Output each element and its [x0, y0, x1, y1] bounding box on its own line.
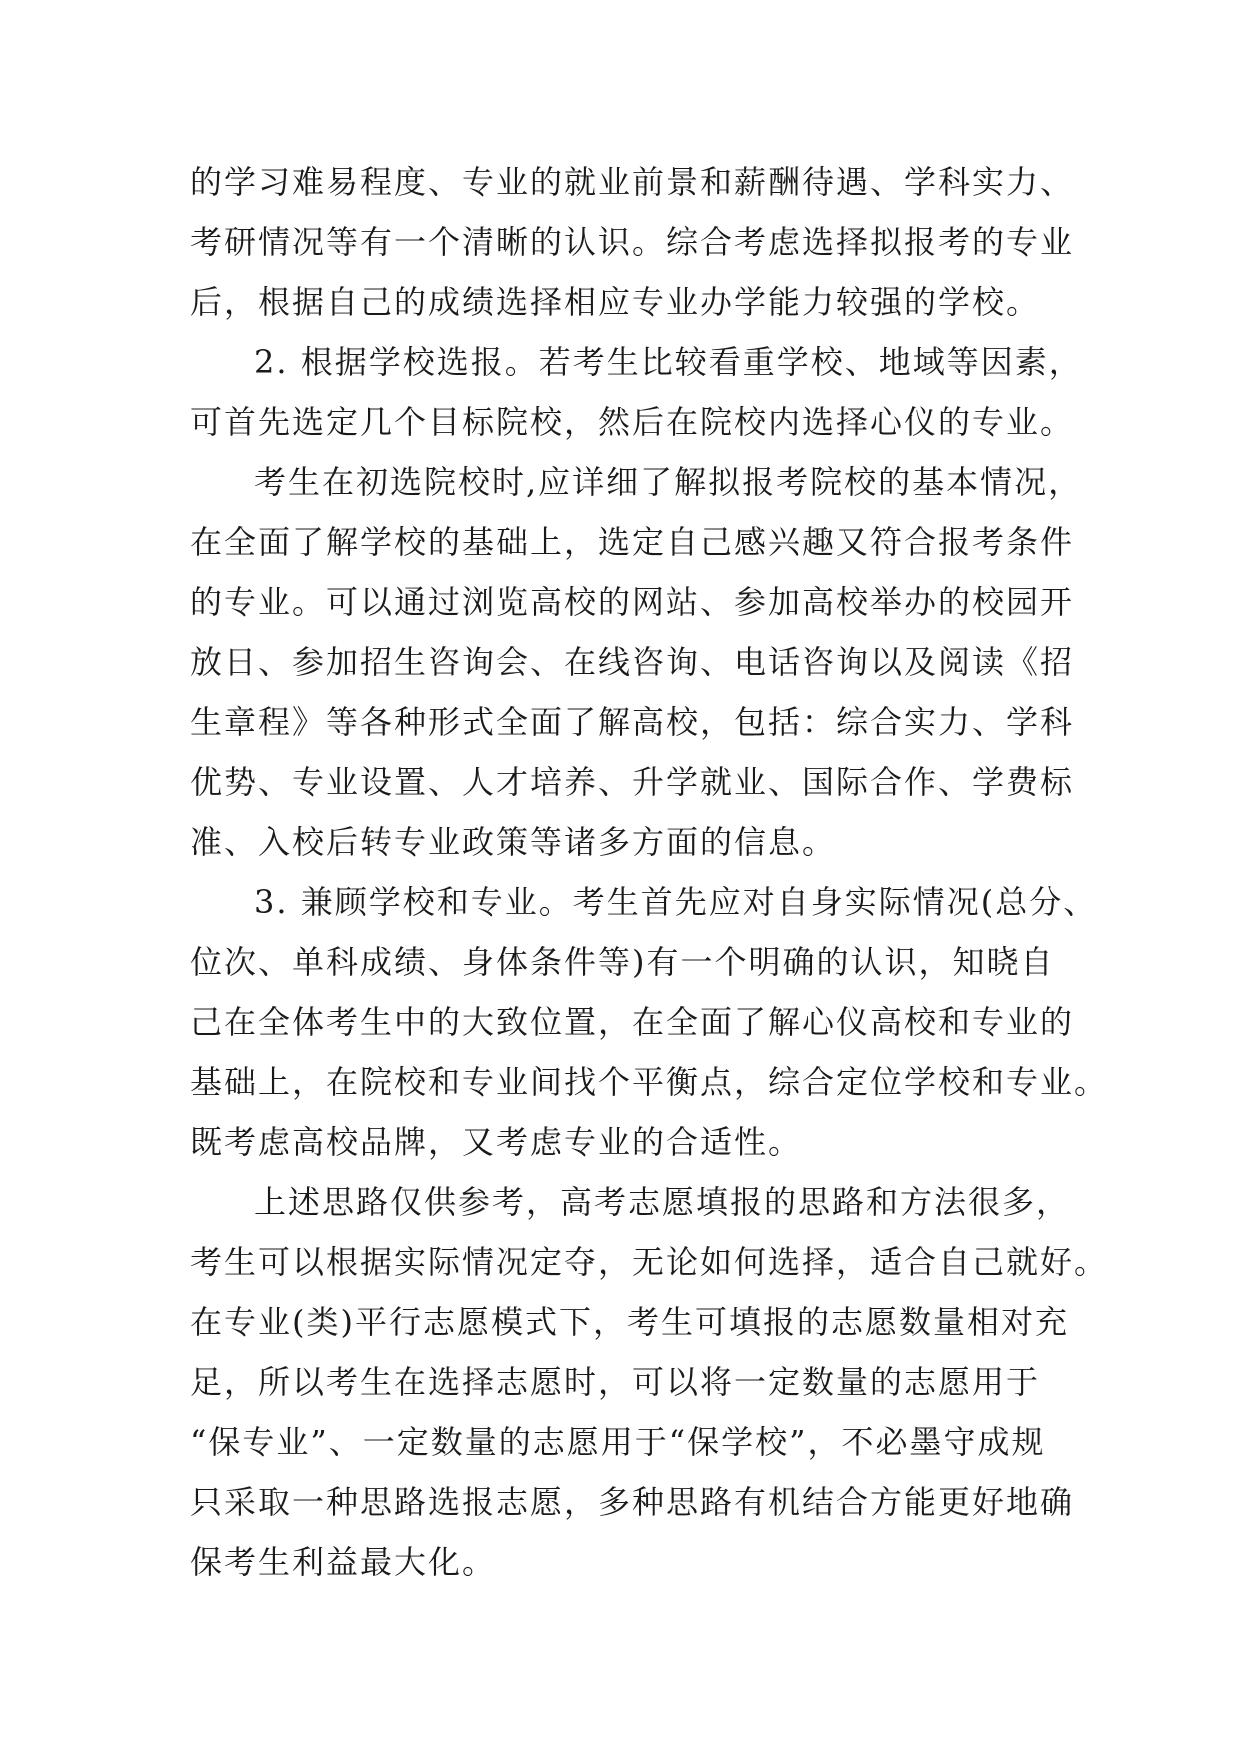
text-line: 放日、参加招生咨询会、在线咨询、电话咨询以及阅读《招 [190, 643, 1075, 681]
text-line: 在专业(类)平行志愿模式下，考生可填报的志愿数量相对充 [190, 1303, 1069, 1341]
text-line: 只采取一种思路选报志愿，多种思路有机结合方能更好地确 [190, 1483, 1075, 1521]
text-line: 考生在初选院校时,应详细了解拟报考院校的基本情况， [254, 463, 1083, 501]
text-line: 既考虑高校品牌，又考虑专业的合适性。 [190, 1123, 803, 1161]
text-line: 在全面了解学校的基础上，选定自己感兴趣又符合报考条件 [190, 523, 1075, 561]
text-line: 可首先选定几个目标院校，然后在院校内选择心仪的专业。 [190, 403, 1075, 441]
text-line: “保专业”、一定数量的志愿用于“保学校”，不必墨守成规 [190, 1423, 1046, 1461]
text-line: 考研情况等有一个清晰的认识。综合考虑选择拟报考的专业 [190, 223, 1075, 261]
text-line: 考生可以根据实际情况定夺，无论如何选择，适合自己就好。 [190, 1243, 1109, 1281]
text-line: 上述思路仅供参考，高考志愿填报的思路和方法很多， [254, 1183, 1071, 1221]
text-line: 生章程》等各种形式全面了解高校，包括：综合实力、学科 [190, 703, 1075, 741]
text-line: 准、入校后转专业政策等诸多方面的信息。 [190, 823, 837, 861]
text-line: 的专业。可以通过浏览高校的网站、参加高校举办的校园开 [190, 583, 1075, 621]
text-line: 3. 兼顾学校和专业。考生首先应对自身实际情况(总分、 [254, 883, 1098, 921]
text-line: 足，所以考生在选择志愿时，可以将一定数量的志愿用于 [190, 1363, 1041, 1401]
text-line: 位次、单科成绩、身体条件等)有一个明确的认识，知晓自 [190, 943, 1055, 981]
text-line: 保考生利益最大化。 [190, 1543, 497, 1581]
text-line: 己在全体考生中的大致位置，在全面了解心仪高校和专业的 [190, 1003, 1075, 1041]
text-line: 基础上，在院校和专业间找个平衡点，综合定位学校和专业。 [190, 1063, 1109, 1101]
text-line: 的学习难易程度、专业的就业前景和薪酬待遇、学科实力、 [190, 163, 1075, 201]
text-line: 优势、专业设置、人才培养、升学就业、国际合作、学费标 [190, 763, 1075, 801]
body-text [190, 152, 1109, 1592]
text-line: 2. 根据学校选报。若考生比较看重学校、地域等因素， [254, 343, 1083, 381]
text-line: 后，根据自己的成绩选择相应专业办学能力较强的学校。 [190, 283, 1041, 321]
